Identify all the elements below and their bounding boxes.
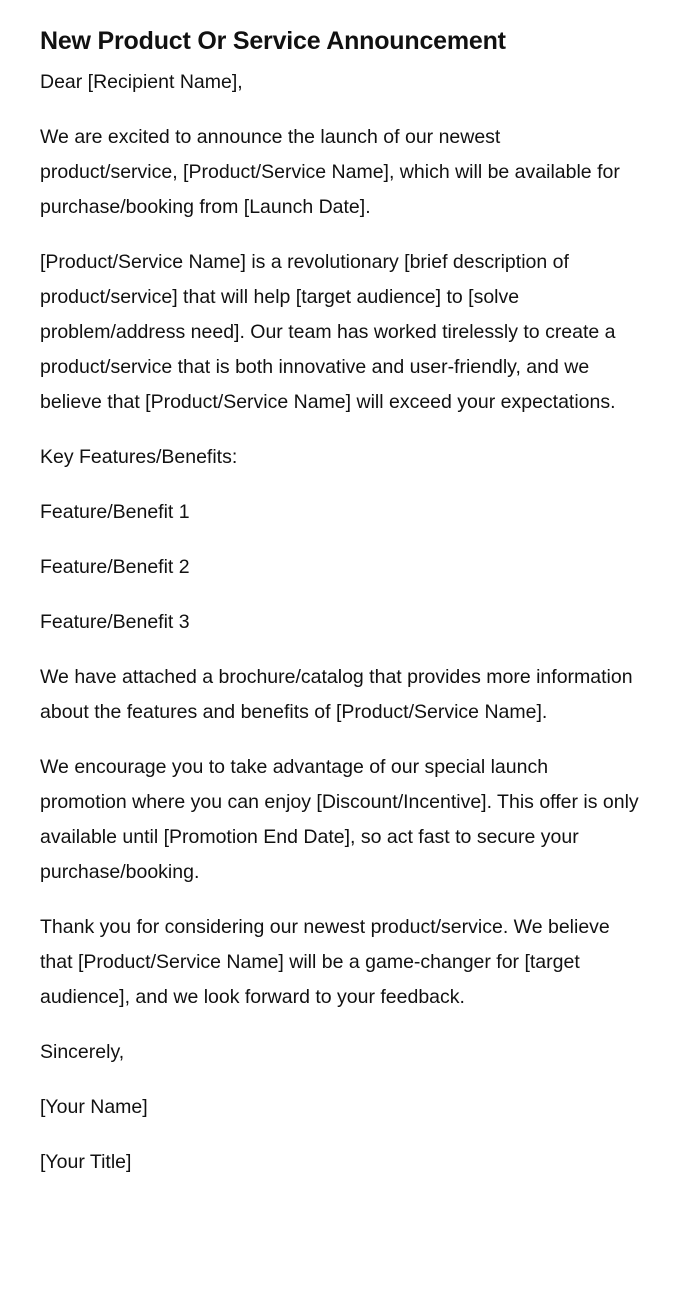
feature-item-2: Feature/Benefit 2 — [40, 556, 190, 578]
signature-title: [Your Title] — [40, 1151, 132, 1173]
intro-paragraph: We are excited to announce the launch of our newest product/service, [Product/Service Name], which will be available for purchase/booking from [Launch Date]. — [40, 126, 620, 218]
document-title: New Product Or Service Announcement — [40, 27, 506, 55]
signature-name: [Your Name] — [40, 1096, 148, 1118]
greeting: Dear [Recipient Name], — [40, 71, 243, 93]
thanks-paragraph: Thank you for considering our newest product/service. We believe that [Product/Service Name] will be a game-changer for [target audience], and we look forward to your feedback. — [40, 916, 610, 1008]
promotion-paragraph: We encourage you to take advantage of our special launch promotion where you can enjoy [Discount/Incentive]. This offer is only available until [Promotion End Date], so act fast to secure your purchase/booking. — [40, 756, 639, 883]
attachment-paragraph: We have attached a brochure/catalog that provides more information about the features and benefits of [Product/Service Name]. — [40, 666, 633, 723]
description-paragraph: [Product/Service Name] is a revolutionary [brief description of product/service] that will help [target audience] to [solve problem/address need]. Our team has worked tirelessly to create a product/service that is both innovative and user-friendly, and we believe that [Product/Service Name] will exceed your expectations. — [40, 251, 616, 413]
closing: Sincerely, — [40, 1041, 125, 1063]
feature-item-3: Feature/Benefit 3 — [40, 611, 190, 633]
features-heading: Key Features/Benefits: — [40, 446, 238, 468]
feature-item-1: Feature/Benefit 1 — [40, 501, 190, 523]
